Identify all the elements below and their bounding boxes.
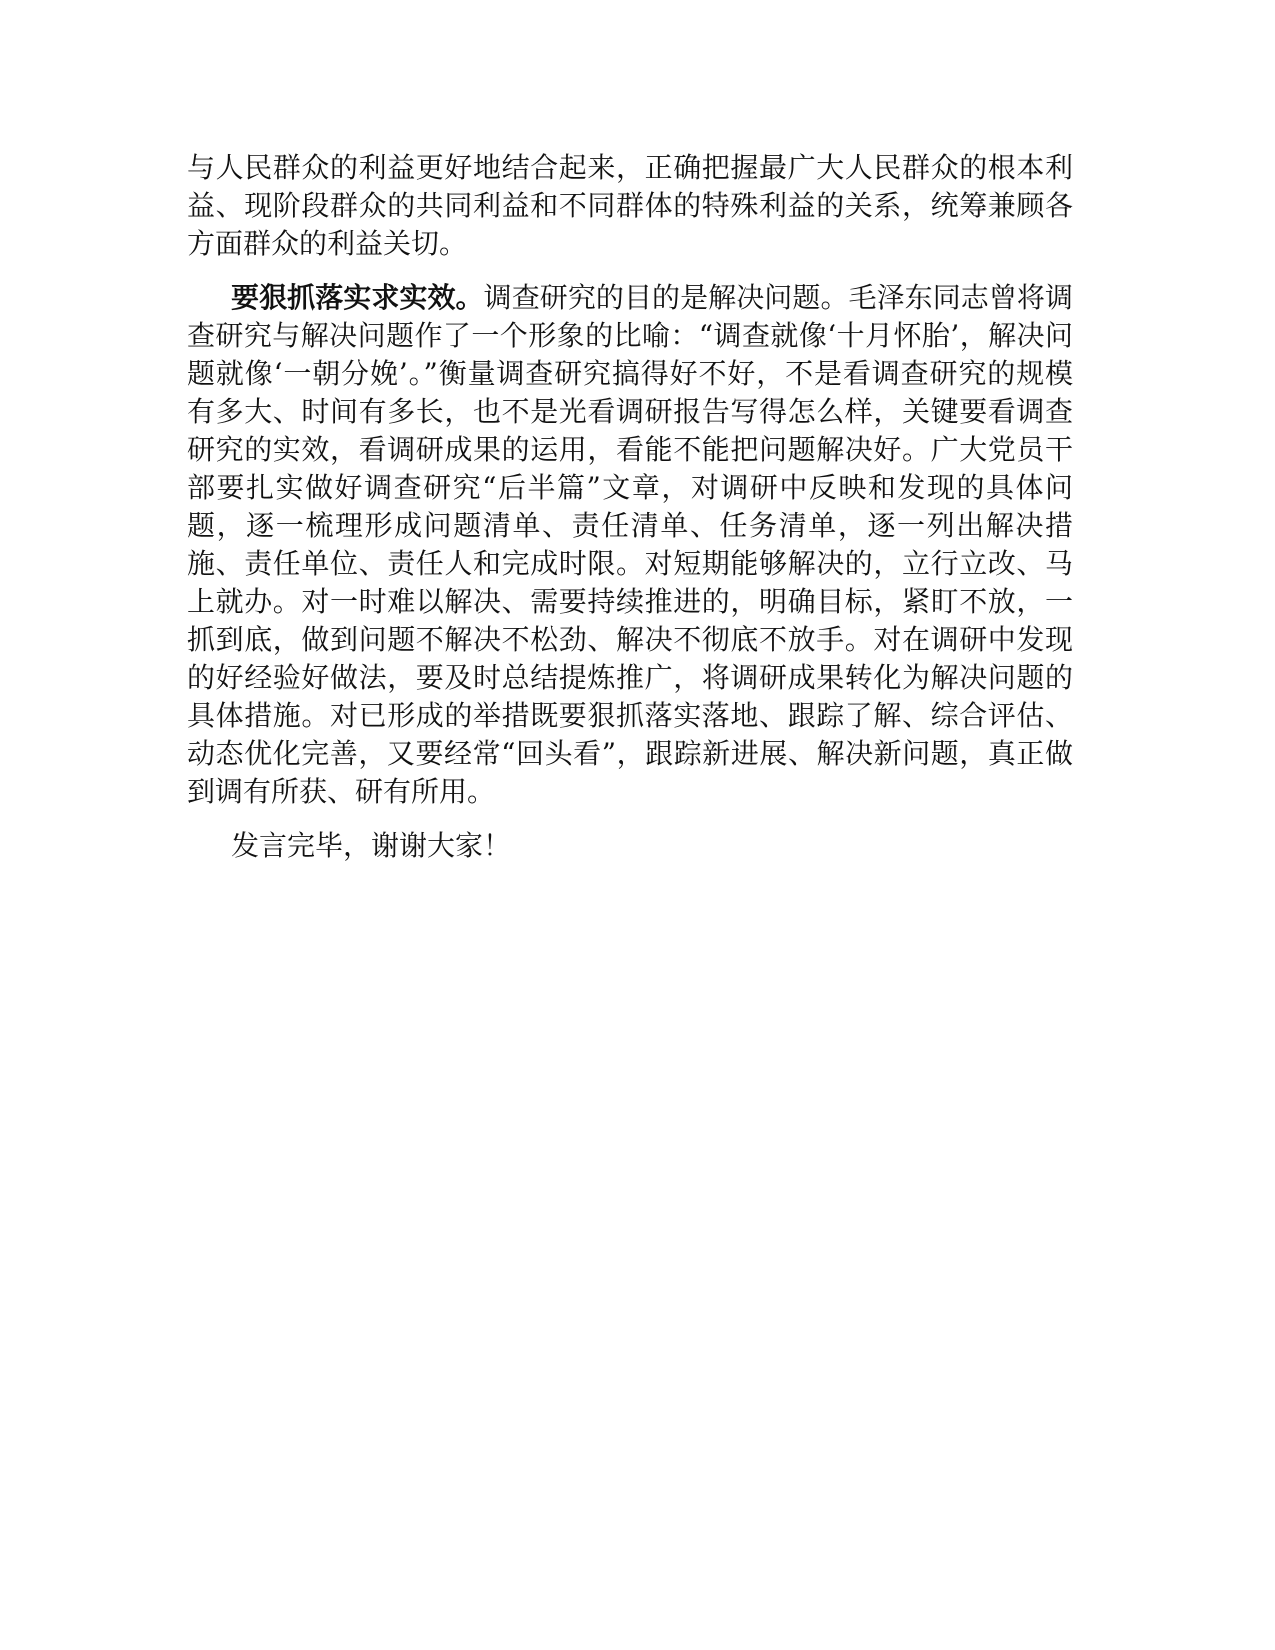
document-body — [187, 149, 1073, 881]
paragraph-implementation — [187, 279, 1073, 811]
paragraph-body-text: 调查研究的目的是解决问题。毛泽东同志曾将调查研究与解决问题作了一个形象的比喻：“调查就像‘十月怀胎’，解决问题就像‘一朝分娩’。”衡量调查研究搞得好不好，不是看调查研究的规模有多大、时间有多长，也不是光看调研报告写得怎么样，关键要看调查研究的实效，看调研成果的运用，看能不能把问题解决好。广大党员干部要扎实做好调查研究“后半篇”文章，对调研中反映和发现的具体问题，逐一梳理形成问题清单、责任清单、任务清单，逐一列出解决措施、责任单位、责任人和完成时限。对短期能够解决的，立行立改、马上就办。对一时难以解决、需要持续推进的，明确目标，紧盯不放，一抓到底，做到问题不解决不松劲、解决不彻底不放手。对在调研中发现的好经验好做法，要及时总结提炼推广，将调研成果转化为解决问题的具体措施。对已形成的举措既要狠抓落实落地、跟踪了解、综合评估、动态优化完善，又要经常“回头看”，跟踪新进展、解决新问题，真正做到调有所获、研有所用。 — [187, 281, 1073, 808]
paragraph-lead-heading: 要狠抓落实求实效。 — [231, 281, 484, 314]
paragraph-continuation: 与人民群众的利益更好地结合起来，正确把握最广大人民群众的根本利益、现阶段群众的共同利益和不同群体的特殊利益的关系，统筹兼顾各方面群众的利益关切。 — [187, 151, 1073, 260]
closing-remark: 发言完毕，谢谢大家！ — [231, 829, 512, 862]
